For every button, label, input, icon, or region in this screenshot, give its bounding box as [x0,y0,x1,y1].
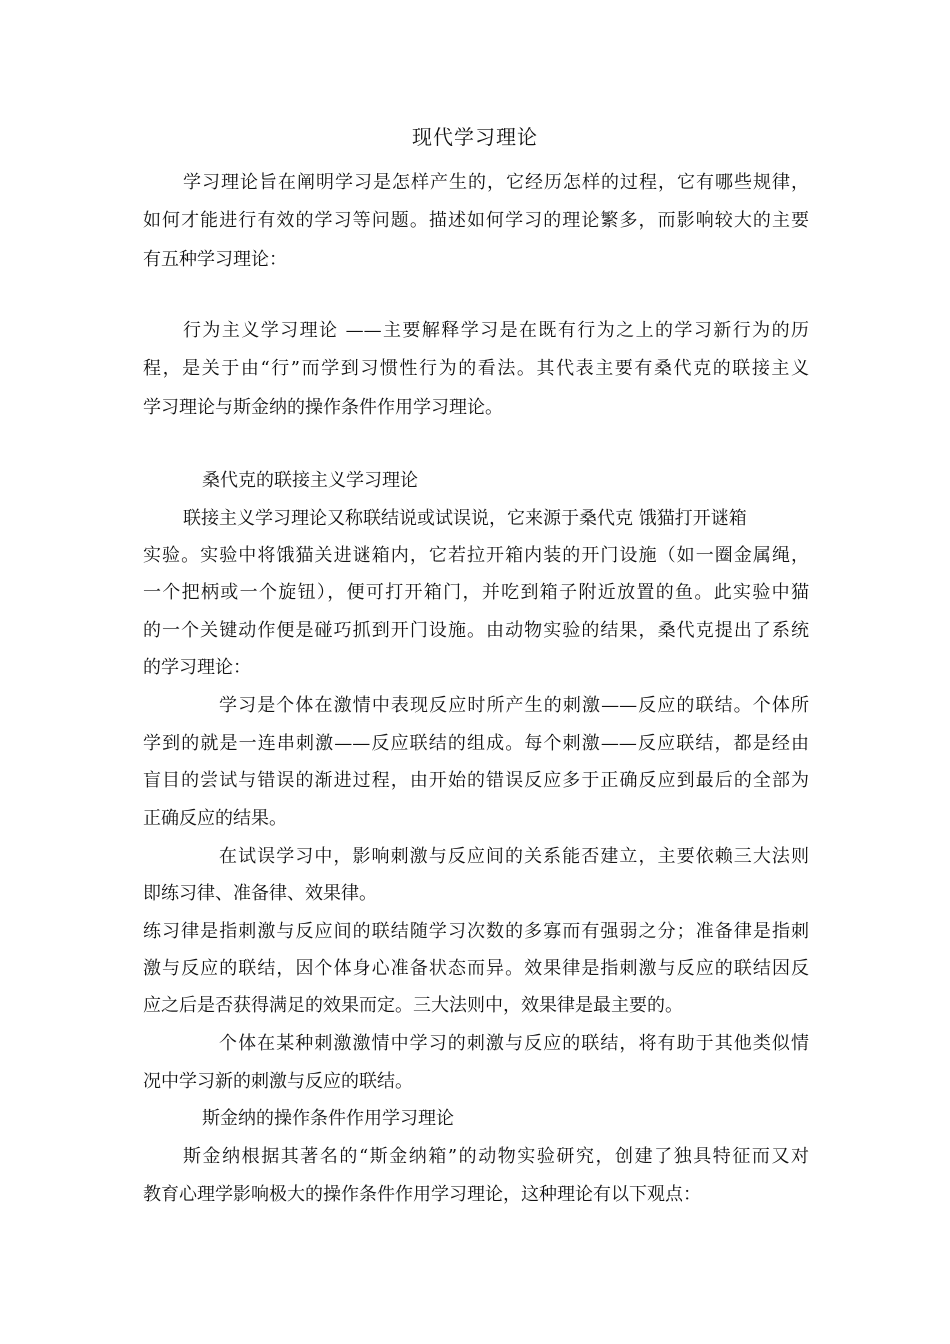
text-line: 一个把柄或一个旋钮），便可打开箱门，并吃到箱子附近放置的鱼。此实验中猫 [143,582,809,603]
text-line: 的学习理论： [143,657,251,678]
text-line: 练习律是指刺激与反应间的联结随学习次数的多寡而有强弱之分；准备律是指刺 [143,921,809,942]
text-line: 联接主义学习理论又称联结说或试误说，它来源于桑代克 饿猫打开谜箱 [183,508,747,529]
text-line: 有五种学习理论： [143,249,287,270]
text-line: 行为主义学习理论 ——主要解释学习是在既有行为之上的学习新行为的历 [183,320,809,341]
section-heading: 斯金纳的操作条件作用学习理论 [202,1108,454,1129]
text-line: 况中学习新的刺激与反应的联结。 [143,1071,413,1092]
text-line: 盲目的尝试与错误的渐进过程，由开始的错误反应多于正确反应到最后的全部为 [143,770,809,791]
text-line: 学到的就是一连串刺激——反应联结的组成。每个刺激——反应联结，都是经由 [143,733,809,754]
text-line: 正确反应的结果。 [143,808,287,829]
text-line: 教育心理学影响极大的操作条件作用学习理论，这种理论有以下观点： [143,1184,701,1205]
text-line: 即练习律、准备律、效果律。 [143,883,377,904]
text-line: 学习理论旨在阐明学习是怎样产生的，它经历怎样的过程，它有哪些规律， [183,172,809,193]
text-line: 在试误学习中，影响刺激与反应间的关系能否建立，主要依赖三大法则 [219,846,809,867]
text-line: 个体在某种刺激激情中学习的刺激与反应的联结，将有助于其他类似情 [219,1033,809,1054]
text-line: 实验。实验中将饿猫关进谜箱内，它若拉开箱内装的开门设施（如一圈金属绳， [143,545,809,566]
text-line: 程，是关于由“行”而学到习惯性行为的看法。其代表主要有桑代克的联接主义 [143,358,809,379]
text-line: 的一个关键动作便是碰巧抓到开门设施。由动物实验的结果，桑代克提出了系统 [143,620,809,641]
text-line: 激与反应的联结，因个体身心准备状态而异。效果律是指刺激与反应的联结因反 [143,958,809,979]
text-line: 斯金纳根据其著名的“斯金纳箱”的动物实验研究，创建了独具特征而又对 [183,1146,809,1167]
section-heading: 桑代克的联接主义学习理论 [202,470,418,491]
text-line: 学习理论与斯金纳的操作条件作用学习理论。 [143,397,503,418]
text-line: 如何才能进行有效的学习等问题。描述如何学习的理论繁多，而影响较大的主要 [143,210,809,231]
text-line: 应之后是否获得满足的效果而定。三大法则中，效果律是最主要的。 [143,995,683,1016]
text-line: 学习是个体在激情中表现反应时所产生的刺激——反应的联结。个体所 [219,695,809,716]
page-title: 现代学习理论 [412,125,538,149]
